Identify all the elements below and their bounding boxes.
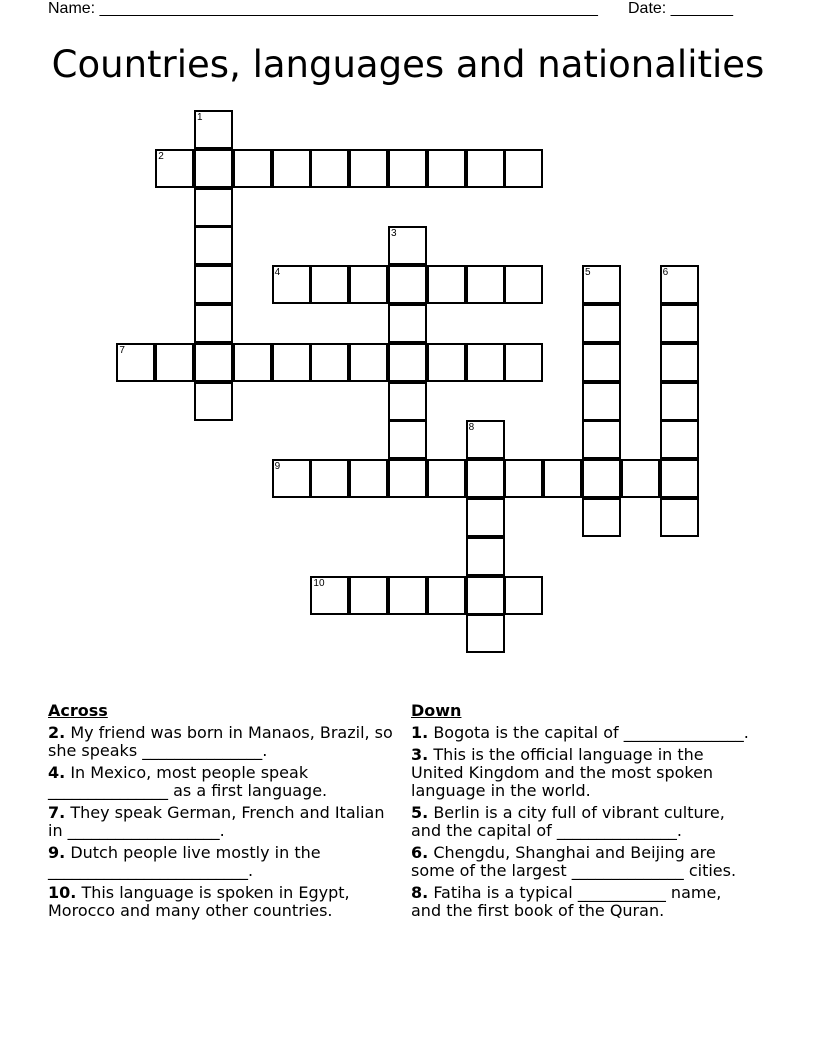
clue-number: 6. <box>411 843 429 862</box>
crossword-cell[interactable] <box>388 576 427 615</box>
crossword-cell[interactable] <box>660 420 699 459</box>
crossword-cell[interactable] <box>427 343 466 382</box>
across-clue-4 <box>48 764 393 800</box>
crossword-cell[interactable] <box>310 459 349 498</box>
crossword-cell[interactable] <box>233 149 272 188</box>
clue-text: Bogota is the capital of _______________. <box>433 723 749 742</box>
crossword-cell[interactable] <box>310 576 349 615</box>
crossword-cell[interactable] <box>466 498 505 537</box>
clue-text: Fatiha is a typical ___________ name, and the first book of the Quran. <box>411 883 722 920</box>
cell-number: 9 <box>274 461 281 473</box>
crossword-cell[interactable] <box>349 343 388 382</box>
cell-number: 4 <box>274 267 281 279</box>
crossword-cell[interactable] <box>116 343 155 382</box>
crossword-cell[interactable] <box>466 149 505 188</box>
crossword-cell[interactable] <box>194 226 233 265</box>
across-clue-9 <box>48 844 393 880</box>
crossword-cell[interactable] <box>504 576 543 615</box>
crossword-cell[interactable] <box>310 149 349 188</box>
crossword-cell[interactable] <box>349 149 388 188</box>
crossword-cell[interactable] <box>621 459 660 498</box>
crossword-cell[interactable] <box>272 265 311 304</box>
crossword-cell[interactable] <box>310 265 349 304</box>
cell-number: 5 <box>585 267 591 279</box>
crossword-cell[interactable] <box>660 498 699 537</box>
clue-text: They speak German, French and Italian in ___________________. <box>48 803 385 840</box>
crossword-cell[interactable] <box>504 343 543 382</box>
clue-text: My friend was born in Manaos, Brazil, so she speaks _______________. <box>48 723 393 760</box>
crossword-cell[interactable] <box>466 537 505 576</box>
cell-number: 6 <box>662 267 669 279</box>
crossword-cell[interactable] <box>388 459 427 498</box>
crossword-cell[interactable] <box>660 459 699 498</box>
crossword-cell[interactable] <box>582 420 621 459</box>
crossword-cell[interactable] <box>582 343 621 382</box>
cell-number: 7 <box>119 344 125 356</box>
crossword-cell[interactable] <box>388 149 427 188</box>
page-title: Countries, languages and nationalities <box>51 43 765 86</box>
down-clue-1 <box>411 724 756 742</box>
crossword-cell[interactable] <box>349 576 388 615</box>
clue-text: Berlin is a city full of vibrant culture, and the capital of _______________. <box>411 803 725 840</box>
clue-number: 3. <box>411 745 429 764</box>
crossword-cell[interactable] <box>194 265 233 304</box>
crossword-cell[interactable] <box>388 265 427 304</box>
crossword-cell[interactable] <box>194 382 233 421</box>
crossword-cell[interactable] <box>427 576 466 615</box>
crossword-cell[interactable] <box>466 614 505 653</box>
clue-text: This is the official language in the United Kingdom and the most spoken language in the world. <box>411 745 714 800</box>
crossword-cell[interactable] <box>582 304 621 343</box>
clue-number: 9. <box>48 843 66 862</box>
down-clue-3 <box>411 746 756 800</box>
across-clue-10 <box>48 884 393 920</box>
crossword-cell[interactable] <box>349 265 388 304</box>
crossword-cell[interactable] <box>272 149 311 188</box>
clue-number: 7. <box>48 803 66 822</box>
clue-text: This language is spoken in Egypt, Morocco and many other countries. <box>48 883 350 920</box>
crossword-cell[interactable] <box>388 343 427 382</box>
down-clue-6 <box>411 844 756 880</box>
crossword-cell[interactable] <box>233 343 272 382</box>
name-field-label[interactable]: Name: ________________________________________________________ <box>48 0 598 17</box>
clue-number: 5. <box>411 803 429 822</box>
crossword-cell[interactable] <box>388 226 427 265</box>
crossword-cell[interactable] <box>504 459 543 498</box>
crossword-cell[interactable] <box>582 382 621 421</box>
clue-number: 4. <box>48 763 66 782</box>
across-clue-7 <box>48 804 393 840</box>
clue-number: 2. <box>48 723 66 742</box>
crossword-cell[interactable] <box>543 459 582 498</box>
clue-text: In Mexico, most people speak _______________ as a first language. <box>48 763 328 800</box>
across-heading: Across <box>48 701 108 720</box>
crossword-cell[interactable] <box>388 382 427 421</box>
crossword-cell[interactable] <box>466 459 505 498</box>
crossword-cell[interactable] <box>582 498 621 537</box>
crossword-cell[interactable] <box>427 149 466 188</box>
crossword-cell[interactable] <box>388 420 427 459</box>
crossword-cell[interactable] <box>466 576 505 615</box>
crossword-cell[interactable] <box>194 343 233 382</box>
crossword-cell[interactable] <box>504 149 543 188</box>
crossword-cell[interactable] <box>272 459 311 498</box>
crossword-cell[interactable] <box>582 265 621 304</box>
clue-number: 1. <box>411 723 429 742</box>
crossword-cell[interactable] <box>194 304 233 343</box>
crossword-cell[interactable] <box>504 265 543 304</box>
crossword-cell[interactable] <box>660 304 699 343</box>
crossword-cell[interactable] <box>194 188 233 227</box>
cell-number: 2 <box>158 150 164 162</box>
across-clues <box>48 702 393 924</box>
down-clue-5 <box>411 804 756 840</box>
crossword-cell[interactable] <box>155 149 194 188</box>
crossword-cell[interactable] <box>310 343 349 382</box>
crossword-cell[interactable] <box>466 343 505 382</box>
down-heading: Down <box>411 701 462 720</box>
crossword-cell[interactable] <box>466 420 505 459</box>
crossword-cell[interactable] <box>427 459 466 498</box>
crossword-cell[interactable] <box>660 265 699 304</box>
cell-number: 8 <box>468 422 475 434</box>
cell-number: 3 <box>391 228 397 240</box>
down-clue-8 <box>411 884 756 920</box>
crossword-cell[interactable] <box>194 110 233 149</box>
clue-text: Dutch people live mostly in the _________________________. <box>48 843 321 880</box>
cell-number: 1 <box>197 112 203 123</box>
clue-number: 10. <box>48 883 77 902</box>
crossword-cell[interactable] <box>582 459 621 498</box>
cell-number: 10 <box>313 577 325 589</box>
crossword-cell[interactable] <box>194 149 233 188</box>
crossword-cell[interactable] <box>660 343 699 382</box>
across-clue-2 <box>48 724 393 760</box>
crossword-cell[interactable] <box>388 304 427 343</box>
crossword-cell[interactable] <box>155 343 194 382</box>
clue-text: Chengdu, Shanghai and Beijing are some of the largest ______________ cities. <box>411 843 737 880</box>
crossword-cell[interactable] <box>427 265 466 304</box>
clue-number: 8. <box>411 883 429 902</box>
crossword-cell[interactable] <box>272 343 311 382</box>
date-field-label[interactable]: Date: _______ <box>628 0 733 17</box>
crossword-cell[interactable] <box>349 459 388 498</box>
down-clues <box>411 702 756 924</box>
crossword-cell[interactable] <box>660 382 699 421</box>
crossword-cell[interactable] <box>466 265 505 304</box>
